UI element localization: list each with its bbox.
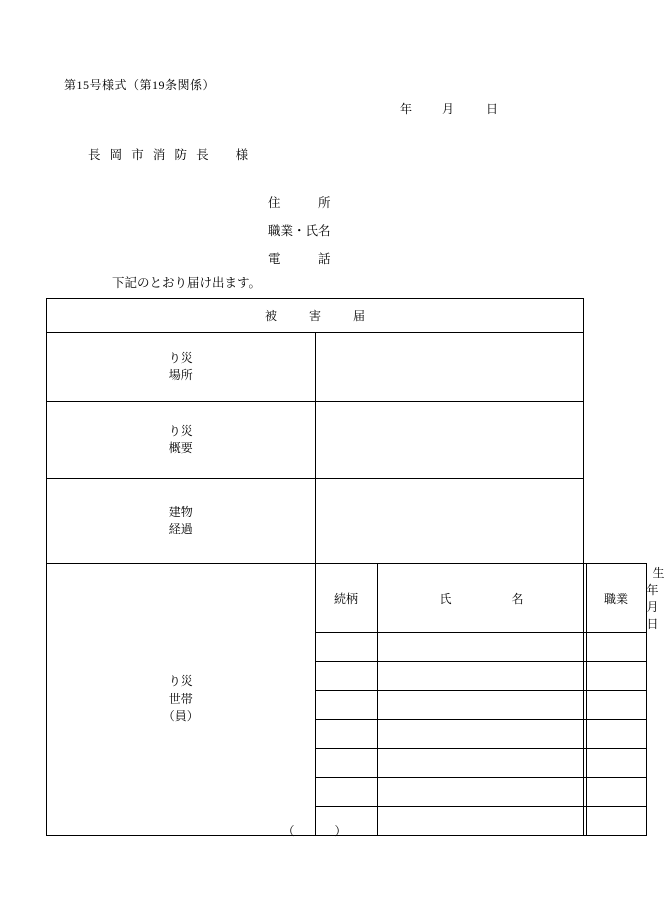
cell-name[interactable] xyxy=(377,662,586,691)
sender-phone-label: 電 話 xyxy=(268,252,331,266)
table-row xyxy=(47,333,584,402)
cell-relation[interactable] xyxy=(315,778,377,807)
table-row xyxy=(47,479,584,564)
label-line: （員） xyxy=(162,709,199,724)
cell-relation[interactable] xyxy=(315,749,377,778)
row-value-risai-basho[interactable] xyxy=(315,333,584,402)
label-line: り災 xyxy=(168,350,193,365)
row-label-risai-setai xyxy=(47,564,316,836)
table-row xyxy=(315,691,646,720)
damage-report-table xyxy=(46,298,671,836)
cell-name[interactable] xyxy=(377,749,586,778)
col-header-relation: 続柄 xyxy=(315,564,377,633)
cell-relation[interactable] xyxy=(315,691,377,720)
cell-relation[interactable] xyxy=(315,662,377,691)
label-line: り災 xyxy=(168,674,193,689)
cell-relation[interactable] xyxy=(315,720,377,749)
date-line xyxy=(400,100,498,117)
table-row xyxy=(315,778,646,807)
cell-occupation[interactable] xyxy=(586,691,646,720)
cell-name[interactable] xyxy=(377,720,586,749)
table-row xyxy=(47,402,584,479)
form-number: 第15号様式（第19条関係） xyxy=(64,78,216,92)
cell-name[interactable] xyxy=(377,633,586,662)
cell-occupation[interactable] xyxy=(586,778,646,807)
col-header-occupation: 職業 xyxy=(586,564,646,633)
household-table-cell xyxy=(315,564,671,836)
table-row xyxy=(315,720,646,749)
date-year-label: 年 xyxy=(400,102,413,116)
cell-name[interactable] xyxy=(377,691,586,720)
date-month-label: 月 xyxy=(442,102,455,116)
sender-address-label: 住 所 xyxy=(268,196,331,210)
label-line: 場所 xyxy=(168,368,193,382)
addressee-name: 長 岡 市 消 防 長 xyxy=(88,148,212,162)
label-line: 概要 xyxy=(168,441,193,455)
cell-occupation[interactable] xyxy=(586,662,646,691)
addressee-honorific: 様 xyxy=(235,148,249,162)
col-header-name: 氏 名 xyxy=(377,564,586,633)
table-row xyxy=(315,662,646,691)
cell-occupation[interactable] xyxy=(586,720,646,749)
sender-occupation-name-label: 職業・氏名 xyxy=(268,224,331,238)
row-value-tatemono-keika[interactable] xyxy=(315,479,584,564)
cell-name[interactable] xyxy=(377,778,586,807)
cell-occupation[interactable] xyxy=(586,749,646,778)
statement-text: 下記のとおり届け出ます。 xyxy=(112,276,262,290)
household-row xyxy=(47,564,584,836)
footer-note: （ ） xyxy=(282,824,348,838)
label-line: り災 xyxy=(168,423,193,438)
sender-block xyxy=(268,193,331,277)
household-table xyxy=(315,563,671,836)
household-header-row: 続柄 氏 名 職業 生 年 月 日 xyxy=(315,564,646,633)
addressee-line xyxy=(88,145,248,163)
table-row xyxy=(315,749,646,778)
label-line: 建物 xyxy=(168,504,193,519)
label-line: 経過 xyxy=(168,522,193,536)
row-value-risai-gaiyo[interactable] xyxy=(315,402,584,479)
table-title: 被 害 届 xyxy=(47,299,584,333)
table-row xyxy=(315,633,646,662)
cell-occupation[interactable] xyxy=(586,633,646,662)
cell-relation[interactable] xyxy=(315,633,377,662)
row-label-risai-gaiyo xyxy=(47,402,316,479)
label-line: 世帯 xyxy=(168,691,193,706)
row-label-tatemono-keika xyxy=(47,479,316,564)
table-title-row xyxy=(47,299,584,333)
row-label-risai-basho xyxy=(47,333,316,402)
date-day-label: 日 xyxy=(486,102,499,116)
